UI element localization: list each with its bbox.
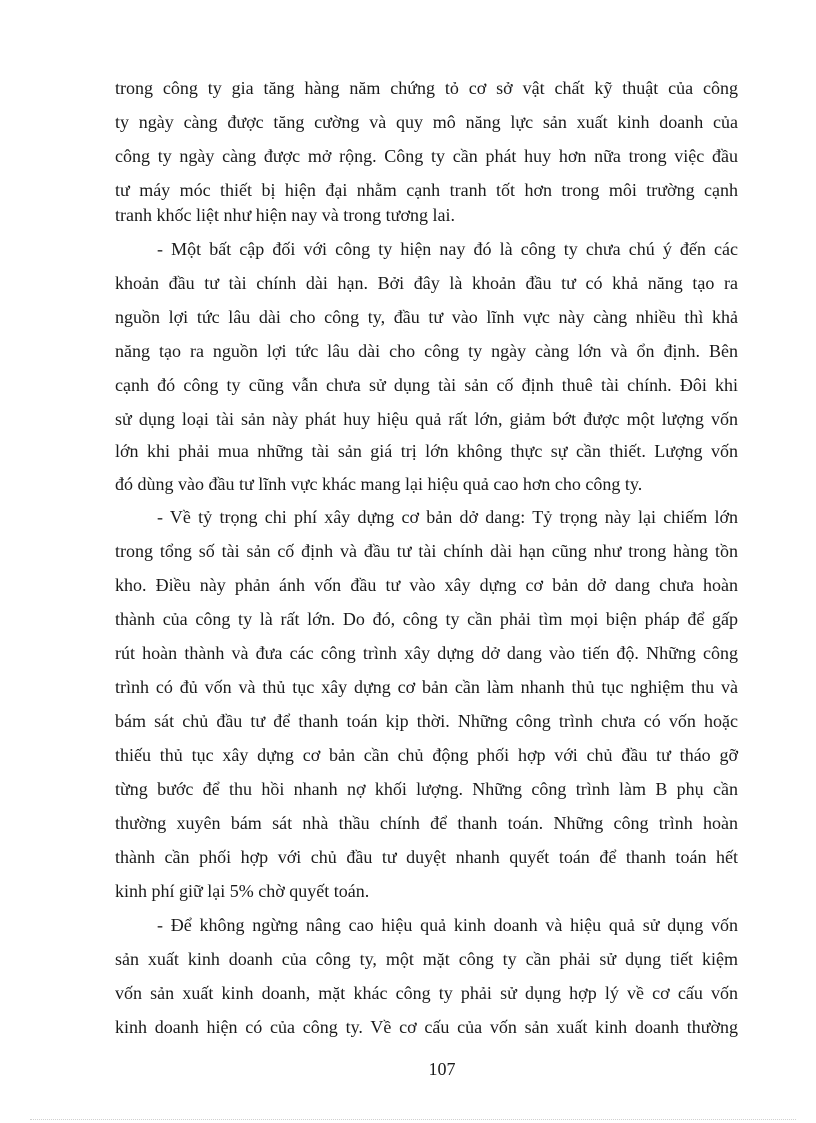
text-line: thường xuyên bám sát nhà thầu chính để thanh toán. Những công trình hoàn [115, 813, 738, 833]
text-line: thiếu thủ tục xây dựng cơ bản cần chủ động phối hợp với chủ đầu tư tháo gỡ [115, 745, 738, 765]
text-line: rút hoàn thành và đưa các công trình xây dựng dở dang vào tiến độ. Những công [115, 643, 738, 663]
text-line: khoản đầu tư tài chính dài hạn. Bởi đây là khoản đầu tư có khả năng tạo ra [115, 273, 738, 293]
text-line: từng bước để thu hồi nhanh nợ khối lượng. Những công trình làm B phụ cần [115, 779, 738, 799]
text-line: thành của công ty là rất lớn. Do đó, công ty cần phải tìm mọi biện pháp để gấp [115, 609, 738, 629]
text-line: trình có đủ vốn và thủ tục xây dựng cơ bản cần làm nhanh thủ tục nghiệm thu và [115, 677, 738, 697]
text-line: kho. Điều này phản ánh vốn đầu tư vào xây dựng cơ bản dở dang chưa hoàn [115, 575, 738, 595]
text-line: thành cần phối hợp với chủ đầu tư duyệt nhanh quyết toán để thanh toán hết [115, 847, 738, 867]
paragraph-first-line: - Một bất cập đối với công ty hiện nay đó là công ty chưa chú ý đến các [157, 239, 738, 259]
page-edge-divider [30, 1119, 796, 1120]
text-line: lớn khi phải mua những tài sản giá trị lớn không thực sự cần thiết. Lượng vốn [115, 441, 738, 461]
text-line: nguồn lợi tức lâu dài cho công ty, đầu tư vào lĩnh vực này càng nhiều thì khả [115, 307, 738, 327]
text-line: trong tổng số tài sản cố định và đầu tư tài chính dài hạn cũng như trong hàng tồn [115, 541, 738, 561]
text-line: kinh phí giữ lại 5% chờ quyết toán. [115, 881, 370, 901]
text-line: trong công ty gia tăng hàng năm chứng tỏ cơ sở vật chất kỹ thuật của công [115, 78, 738, 98]
text-line: vốn sản xuất kinh doanh, mặt khác công ty phải sử dụng hợp lý về cơ cấu vốn [115, 983, 738, 1003]
page-number: 107 [428, 1059, 456, 1079]
text-line: đó dùng vào đầu tư lĩnh vực khác mang lại hiệu quả cao hơn cho công ty. [115, 474, 643, 494]
text-line: ty ngày càng được tăng cường và quy mô năng lực sản xuất kinh doanh của [115, 112, 738, 132]
text-line: kinh doanh hiện có của công ty. Về cơ cấu của vốn sản xuất kinh doanh thường [115, 1017, 738, 1037]
text-line: bám sát chủ đầu tư để thanh toán kịp thời. Những công trình chưa có vốn hoặc [115, 711, 738, 731]
paragraph-first-line: - Để không ngừng nâng cao hiệu quả kinh doanh và hiệu quả sử dụng vốn [157, 915, 738, 935]
text-line: năng tạo ra nguồn lợi tức lâu dài cho công ty ngày càng lớn và ổn định. Bên [115, 341, 738, 361]
paragraph-first-line: - Về tỷ trọng chi phí xây dựng cơ bản dở dang: Tỷ trọng này lại chiếm lớn [157, 507, 738, 527]
text-line: tranh khốc liệt như hiện nay và trong tương lai. [115, 205, 455, 225]
text-line: cạnh đó công ty cũng vẫn chưa sử dụng tài sản cố định thuê tài chính. Đôi khi [115, 375, 738, 395]
text-line: sản xuất kinh doanh của công ty, một mặt công ty cần phải sử dụng tiết kiệm [115, 949, 738, 969]
text-line: tư máy móc thiết bị hiện đại nhằm cạnh tranh tốt hơn trong môi trường cạnh [115, 180, 738, 200]
text-line: sử dụng loại tài sản này phát huy hiệu quả rất lớn, giảm bớt được một lượng vốn [115, 409, 738, 429]
text-line: công ty ngày càng được mở rộng. Công ty cần phát huy hơn nữa trong việc đầu [115, 146, 738, 166]
